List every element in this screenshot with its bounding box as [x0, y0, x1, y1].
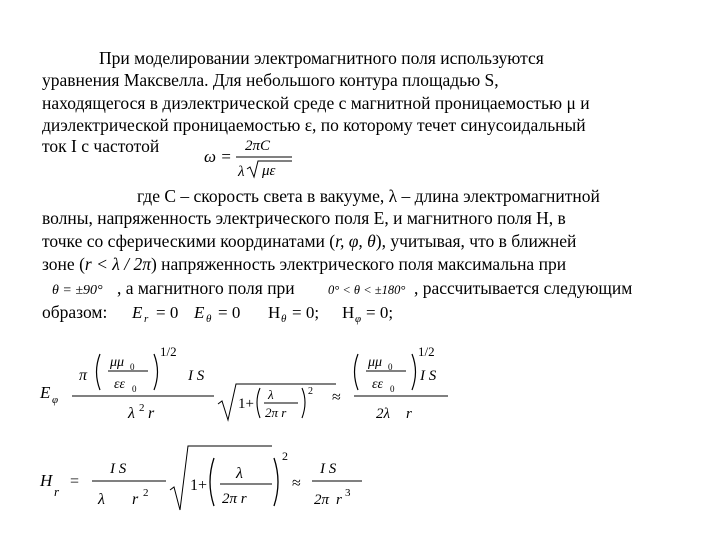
e-phi-r-left-paren: [355, 354, 359, 390]
e-phi-r-is: I S: [420, 368, 437, 384]
h-r-sqrt-exp: 2: [282, 449, 288, 463]
theta-e-text: θ = ±90°: [52, 283, 103, 298]
e-phi-r: r: [148, 405, 155, 422]
h-r-r3: r: [336, 492, 342, 508]
omega-num: 2πC: [245, 138, 271, 154]
h-r-right-paren: [274, 458, 278, 506]
e-phi-exp: 2: [139, 402, 145, 414]
h-r-two-pi: 2π: [314, 492, 330, 508]
h-r-is2: I S: [320, 461, 337, 477]
theta-h-text: 0° < θ < ±180°: [328, 283, 406, 297]
para1-line2: уравнения Максвелла. Для небольшого контура площадью S,: [42, 70, 499, 90]
h-r-lambda-big: λ: [236, 465, 243, 482]
e-phi-lambda-small: λ: [268, 387, 274, 402]
e-phi-r-right-paren: [412, 354, 416, 390]
e-phi-power: 1/2: [160, 344, 177, 359]
e-phi-lambda: λ: [128, 405, 135, 422]
e-phi-lhs-sub: φ: [52, 394, 59, 406]
h-r-exp3: 3: [345, 487, 351, 499]
theta-e-formula: [50, 276, 120, 302]
h-r-lhs-sub: r: [54, 484, 60, 499]
para2-line4-a: зоне (: [42, 254, 85, 274]
e-phi-mu: μμ: [110, 355, 125, 370]
e-phi-pi: π: [79, 367, 88, 384]
e-phi-mu-sub: 0: [130, 362, 135, 372]
para2-line4: [42, 254, 566, 274]
e-phi-right-paren: [154, 354, 158, 390]
hphi-symbol: H: [342, 303, 355, 322]
h-r-lhs: H: [40, 471, 53, 490]
h-r-sqrt: [170, 446, 272, 510]
para2-line5-b: , рассчитывается следующим: [414, 278, 633, 298]
omega-lhs: ω =: [204, 147, 232, 166]
para2-line3-coords: r, φ, θ: [335, 231, 376, 251]
htheta-sub: θ: [281, 313, 287, 325]
para1-line3: находящегося в диэлектрической среде с магнитной проницаемостью μ и: [42, 93, 590, 113]
e-phi-is: I S: [188, 368, 205, 384]
para2-line4-cond: r < λ / 2π: [84, 254, 151, 274]
e-phi-two-lambda: 2λ: [376, 406, 390, 422]
etheta-sub: θ: [206, 313, 212, 325]
para2-line1: где С – скорость света в вакууме, λ – длина электромагнитной: [137, 186, 600, 206]
e-phi-sqrt-right-paren: [302, 388, 305, 418]
e-phi-r-eps-sub: 0: [390, 384, 395, 394]
para1-line5: ток I с частотой: [42, 136, 160, 156]
etheta-symbol: E: [194, 303, 205, 322]
etheta-value: = 0: [218, 303, 241, 322]
omega-formula: [200, 130, 320, 180]
para1-line1: При моделировании электромагнитного поля используются: [99, 48, 544, 68]
h-r-approx: ≈: [292, 475, 301, 492]
para2-line5-a: , а магнитного поля при: [117, 278, 295, 298]
er-symbol: E: [132, 303, 143, 322]
e-phi-sqrt-left-paren: [257, 388, 260, 418]
er-sub: r: [144, 313, 149, 325]
para2-line2: волны, напряженность электрического поля Е, и магнитного поля Н, в: [42, 208, 566, 228]
para2-line4-b: ) напряженность электрического поля максимальна при: [150, 254, 567, 274]
para2-line3-a: точке со сферическими координатами (: [42, 231, 336, 251]
e-phi-one-plus: 1+: [238, 396, 254, 412]
e-phi-r-mu: μμ: [368, 355, 383, 370]
htheta-value: = 0;: [292, 303, 320, 322]
e-phi-r-small: r: [406, 406, 412, 422]
h-r-two-pi-r: 2π r: [222, 491, 247, 507]
h-r-is: I S: [110, 461, 127, 477]
e-phi-r-mu-sub: 0: [388, 362, 393, 372]
omega-den-lambda: λ: [238, 164, 245, 180]
e-phi-sqrt-exp: 2: [308, 386, 313, 397]
htheta-symbol: H: [268, 303, 281, 322]
e-phi-approx: ≈: [332, 389, 341, 406]
e-phi-r-power: 1/2: [418, 344, 435, 359]
h-r-eq: =: [70, 473, 80, 490]
hphi-sub: φ: [355, 313, 362, 325]
para1-line4: диэлектрической проницаемостью ε, по которому течет синусоидальный: [42, 115, 586, 135]
e-phi-lhs: E: [40, 383, 51, 402]
field-components: [128, 298, 428, 328]
h-r-exp: 2: [143, 487, 149, 499]
h-r-r: r: [132, 491, 139, 508]
er-value: = 0: [156, 303, 179, 322]
e-phi-formula: [36, 340, 456, 436]
h-r-lambda: λ: [98, 491, 105, 508]
para2-line3-b: ), учитывая, что в ближней: [375, 231, 577, 251]
e-phi-left-paren: [97, 354, 101, 390]
e-phi-eps: εε: [114, 377, 126, 392]
e-phi-two-pi-r: 2π r: [265, 405, 287, 420]
omega-den-root: μɛ: [262, 163, 276, 179]
e-phi-r-eps: εε: [372, 377, 384, 392]
h-r-left-paren: [210, 458, 214, 506]
h-r-one-plus: 1+: [190, 477, 208, 494]
e-phi-eps-sub: 0: [132, 384, 137, 394]
h-r-formula: [36, 440, 366, 528]
hphi-value: = 0;: [366, 303, 394, 322]
para2-line3: [42, 231, 576, 251]
para2-line6: образом:: [42, 302, 108, 322]
